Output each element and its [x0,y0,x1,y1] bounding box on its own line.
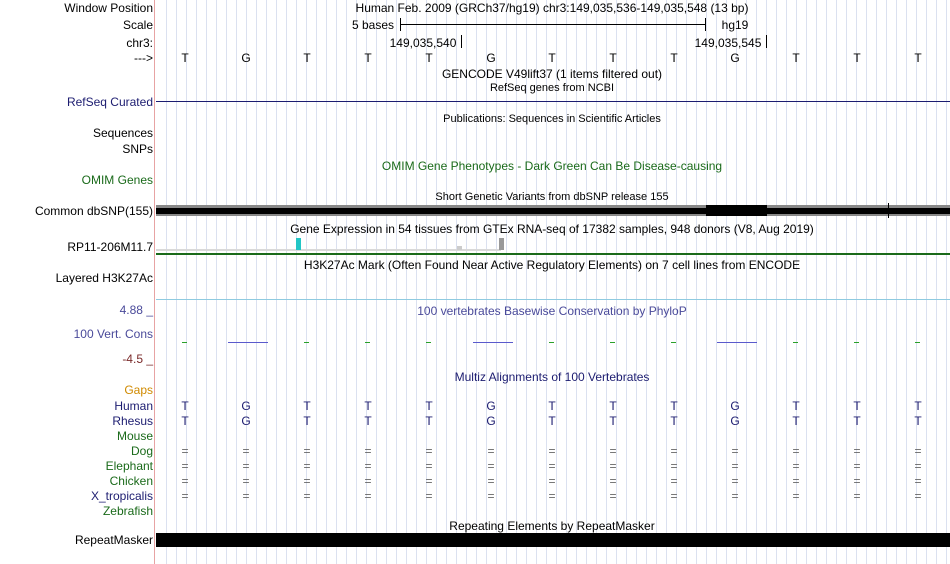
publications-title[interactable]: Publications: Sequences in Scientific Articles [443,113,661,125]
alignment-gap-symbol: = [792,459,800,473]
base-letter: T [609,51,617,65]
species-label-zebrafish[interactable]: Zebrafish [102,504,153,518]
human-base: T [303,399,311,413]
refseq-curated-label[interactable]: RefSeq Curated [66,95,153,109]
alignment-gap-symbol: = [548,474,556,488]
dbsnp-bar-highlight-bottom [156,214,706,216]
layered-h3k27ac-label[interactable]: Layered H3K27Ac [55,271,153,285]
coord-label-1: 149,035,540 [389,36,457,50]
human-base: T [364,399,372,413]
conservation-neg-segment [228,342,268,343]
grid-line [276,0,277,564]
scale-bar [400,24,706,25]
base-letter: T [181,51,189,65]
dbsnp-variant-marker[interactable] [888,203,889,218]
grid-line [816,0,817,564]
base-letter: T [914,51,922,65]
snps-label[interactable]: SNPs [122,142,153,156]
alignment-gap-symbol: = [242,474,250,488]
refseq-gene-line[interactable] [156,101,950,102]
human-base: T [670,399,678,413]
alignment-gap-symbol: = [731,489,739,503]
species-label-rhesus[interactable]: Rhesus [112,414,153,428]
rhesus-base: T [425,414,433,428]
grid-line [746,0,747,564]
alignment-gap-symbol: = [181,489,189,503]
rhesus-base: T [914,414,922,428]
grid-line [206,0,207,564]
alignment-gap-symbol: = [425,474,433,488]
grid-line [636,0,637,564]
alignment-gap-symbol: = [914,489,922,503]
grid-line [706,0,707,564]
species-label-human[interactable]: Human [114,399,153,413]
coord-tick-1 [461,35,462,48]
grid-line [686,0,687,564]
alignment-gap-symbol: = [914,474,922,488]
repeatmasker-label[interactable]: RepeatMasker [74,533,153,547]
alignment-gap-symbol: = [425,459,433,473]
gtex-gene-label[interactable]: RP11-206M11.7 [67,240,153,254]
grid-line [396,0,397,564]
conservation-pos-tick [793,342,798,343]
omim-title[interactable]: OMIM Gene Phenotypes - Dark Green Can Be Disease-causing [381,159,723,173]
alignment-gap-symbol: = [548,444,556,458]
alignment-gap-symbol: = [181,459,189,473]
species-label-elephant[interactable]: Elephant [105,459,153,473]
conservation-pos-tick [365,342,370,343]
grid-line [776,0,777,564]
conservation-pos-tick [549,342,554,343]
grid-line [886,0,887,564]
alignment-gap-symbol: = [853,444,861,458]
alignment-gap-symbol: = [609,444,617,458]
human-base: T [609,399,617,413]
multiz-title[interactable]: Multiz Alignments of 100 Vertebrates [454,370,650,384]
grid-line [946,0,947,564]
conservation-pos-tick [854,342,859,343]
conservation-pos-tick [671,342,676,343]
conservation-pos-tick [304,342,309,343]
gtex-separator [156,253,950,255]
rhesus-base: T [364,414,372,428]
rhesus-base: T [670,414,678,428]
grid-line [356,0,357,564]
alignment-gap-symbol: = [792,474,800,488]
common-dbsnp-label[interactable]: Common dbSNP(155) [34,204,153,218]
grid-line [416,0,417,564]
base-letter: T [303,51,311,65]
alignment-gap-symbol: = [181,474,189,488]
conservation-pos-tick [426,342,431,343]
human-base: G [241,399,251,413]
position-title: Human Feb. 2009 (GRCh37/hg19) chr3:149,035,536-149,035,548 (13 bp) [355,1,749,15]
alignment-gap-symbol: = [181,444,189,458]
refseq-title[interactable]: RefSeq genes from NCBI [489,82,615,94]
grid-line [386,0,387,564]
scale-text: 5 bases [351,18,395,32]
h3k27ac-baseline [156,299,950,300]
alignment-gap-symbol: = [303,459,311,473]
sequences-label[interactable]: Sequences [92,126,153,140]
alignment-gap-symbol: = [364,474,372,488]
scale-bar-right-tick [705,18,706,31]
grid-line [906,0,907,564]
alignment-gap-symbol: = [731,474,739,488]
vert-cons-label[interactable]: 100 Vert. Cons [73,327,153,341]
conservation-neg-segment [473,342,513,343]
grid-line [646,0,647,564]
base-letter: G [486,51,496,65]
dbsnp-bar-highlight-top-2 [767,205,950,208]
human-base: G [730,399,740,413]
species-label-dog[interactable]: Dog [130,444,153,458]
alignment-gap-symbol: = [609,459,617,473]
alignment-gap-symbol: = [303,444,311,458]
human-base: T [181,399,189,413]
dbsnp-bar-highlight-bottom-2 [767,214,950,216]
base-letter: T [853,51,861,65]
gencode-title[interactable]: GENCODE V49lift37 (1 items filtered out) [441,67,663,81]
omim-genes-label[interactable]: OMIM Genes [81,173,153,187]
grid-line [476,0,477,564]
alignment-gap-symbol: = [487,474,495,488]
rhesus-base: T [181,414,189,428]
human-base: T [914,399,922,413]
gtex-baseline [156,249,501,251]
rhesus-base: T [303,414,311,428]
scale-bar-left-tick [400,18,401,31]
alignment-gap-symbol: = [487,444,495,458]
alignment-gap-symbol: = [548,489,556,503]
species-label-mouse[interactable]: Mouse [116,429,153,443]
alignment-gap-symbol: = [425,444,433,458]
phylop-title[interactable]: 100 vertebrates Basewise Conservation by PhyloP [417,304,687,318]
species-label-chicken[interactable]: Chicken [109,474,153,488]
grid-line [936,0,937,564]
base-letter: T [792,51,800,65]
rhesus-base: G [486,414,496,428]
rhesus-base: T [548,414,556,428]
grid-line [896,0,897,564]
grid-line [446,0,447,564]
scale-assembly: hg19 [721,18,749,32]
grid-line [836,0,837,564]
grid-line [216,0,217,564]
grid-line [716,0,717,564]
rhesus-base: G [730,414,740,428]
alignment-gap-symbol: = [853,474,861,488]
alignment-gap-symbol: = [364,444,372,458]
alignment-gap-symbol: = [914,459,922,473]
alignment-gap-symbol: = [242,489,250,503]
alignment-gap-symbol: = [242,459,250,473]
alignment-gap-symbol: = [731,459,739,473]
chr-label: chr3: [126,36,153,50]
conservation-pos-tick [915,342,920,343]
grid-line [756,0,757,564]
rhesus-base: T [792,414,800,428]
alignment-gap-symbol: = [853,459,861,473]
alignment-gap-symbol: = [303,489,311,503]
base-letter: G [730,51,740,65]
grid-line [266,0,267,564]
window-position-label: Window Position [64,1,153,15]
gtex-title[interactable]: Gene Expression in 54 tissues from GTEx RNA-seq of 17382 samples, 948 donors (V8, Aug 2019) [290,222,814,236]
alignment-gap-symbol: = [303,474,311,488]
alignment-gap-symbol: = [792,489,800,503]
dbsnp-bar-highlight-top [156,205,706,208]
grid-line [806,0,807,564]
h3k27ac-title[interactable]: H3K27Ac Mark (Often Found Near Active Regulatory Elements) on 7 cell lines from ENCODE [303,258,801,272]
grid-line [876,0,877,564]
grid-line [336,0,337,564]
rhesus-base: G [241,414,251,428]
scale-label: Scale [122,18,153,32]
human-base: T [792,399,800,413]
alignment-gap-symbol: = [670,489,678,503]
alignment-gap-symbol: = [731,444,739,458]
grid-line [696,0,697,564]
alignment-gap-symbol: = [792,444,800,458]
base-letter: T [364,51,372,65]
alignment-gap-symbol: = [609,489,617,503]
coord-label-2: 149,035,545 [694,36,762,50]
rhesus-base: T [853,414,861,428]
grid-line [656,0,657,564]
human-base: G [486,399,496,413]
rhesus-base: T [609,414,617,428]
alignment-gap-symbol: = [670,444,678,458]
gtex-gray-bar[interactable] [499,238,504,250]
gtex-light-bar[interactable] [457,246,462,250]
grid-line [286,0,287,564]
alignment-gap-symbol: = [425,489,433,503]
strand-label[interactable]: ---> [134,51,153,65]
grid-line [166,0,167,564]
conservation-pos-tick [610,342,615,343]
human-base: T [853,399,861,413]
grid-line [456,0,457,564]
alignment-gap-symbol: = [670,459,678,473]
conservation-pos-tick [182,342,187,343]
alignment-gap-symbol: = [364,489,372,503]
alignment-gap-symbol: = [242,444,250,458]
grid-line [826,0,827,564]
gtex-teal-bar[interactable] [296,238,301,250]
grid-line [196,0,197,564]
grid-line [226,0,227,564]
alignment-gap-symbol: = [853,489,861,503]
alignment-gap-symbol: = [364,459,372,473]
grid-line [626,0,627,564]
human-base: T [548,399,556,413]
alignment-gap-symbol: = [914,444,922,458]
base-letter: T [548,51,556,65]
base-letter: G [241,51,251,65]
base-letter: T [670,51,678,65]
dbsnp-title[interactable]: Short Genetic Variants from dbSNP release 155 [435,191,669,203]
grid-line [406,0,407,564]
alignment-gap-symbol: = [548,459,556,473]
cons-max-label: 4.88 _ [119,303,153,317]
grid-line [256,0,257,564]
grid-line [466,0,467,564]
grid-line [326,0,327,564]
label-divider [154,0,155,564]
repeatmasker-bar[interactable] [156,533,950,547]
conservation-neg-segment [717,342,757,343]
gaps-label[interactable]: Gaps [124,383,153,397]
alignment-gap-symbol: = [670,474,678,488]
alignment-gap-symbol: = [487,459,495,473]
grid-line [766,0,767,564]
human-base: T [425,399,433,413]
alignment-gap-symbol: = [487,489,495,503]
alignment-gap-symbol: = [609,474,617,488]
coord-tick-2 [766,35,767,48]
base-letter: T [425,51,433,65]
grid-line [346,0,347,564]
cons-min-label: -4.5 _ [122,352,153,366]
species-label-x_tropicalis[interactable]: X_tropicalis [90,489,153,503]
repeatmasker-title[interactable]: Repeating Elements by RepeatMasker [449,519,655,533]
